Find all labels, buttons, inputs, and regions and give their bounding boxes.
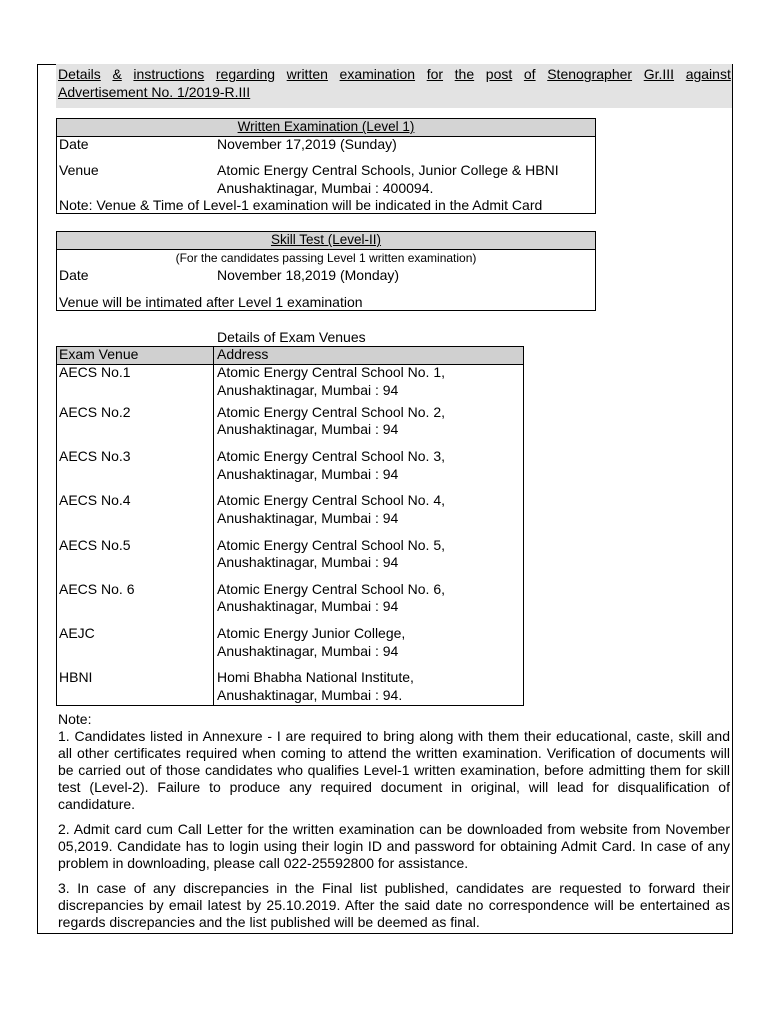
venues-title: Details of Exam Venues: [217, 329, 366, 345]
note-item: 3. In case of any discrepancies in the Final list published, candidates are requested to forward their discrepancies by email latest by 25.10.2019. After the said date no correspondence will be entertained as regards discrepancies and the list published will be deemed as final.: [58, 880, 730, 930]
level1-venue-line1: Atomic Energy Central Schools, Junior College & HBNI: [217, 162, 559, 178]
venue-address-line2: Anushaktinagar, Mumbai : 94: [217, 598, 399, 614]
header-word: against: [685, 66, 731, 82]
venue-address-line2: Anushaktinagar, Mumbai : 94: [217, 382, 399, 398]
venues-col-address: Address: [217, 346, 269, 362]
header-word: written: [286, 66, 328, 82]
level1-date-label: Date: [59, 136, 89, 152]
header-word: Gr.III: [643, 66, 675, 82]
venue-address-line1: Atomic Energy Central School No. 2,: [217, 404, 445, 420]
level2-date-value: November 18,2019 (Monday): [217, 267, 400, 283]
venue-address-line2: Anushaktinagar, Mumbai : 94: [217, 421, 399, 437]
venue-address-line2: Anushaktinagar, Mumbai : 94: [217, 554, 399, 570]
notes-section: [58, 711, 730, 931]
venue-name: AECS No.3: [59, 448, 131, 464]
venues-column-divider: [213, 346, 214, 706]
note-item: 2. Admit card cum Call Letter for the written examination can be downloaded from website from November 05,2019. Candidate has to login using their login ID and password for obtaining Admit Card. In case of any problem in downloading, please call 022-25592800 for assistance.: [58, 821, 730, 871]
level1-note: Note: Venue & Time of Level-1 examination will be indicated in the Admit Card: [59, 197, 543, 213]
level2-date-label: Date: [59, 267, 89, 283]
venue-address-line1: Atomic Energy Central School No. 3,: [217, 448, 445, 464]
level2-title-text: Skill Test (Level-II): [270, 232, 382, 247]
header-word: Details: [58, 66, 101, 82]
level2-title: [57, 232, 595, 250]
header-word: Stenographer: [547, 66, 633, 82]
venue-address-line2: Anushaktinagar, Mumbai : 94: [217, 510, 399, 526]
header-word: examination: [339, 66, 416, 82]
level2-venue-note: Venue will be intimated after Level 1 examination: [59, 294, 363, 310]
level1-venue-label: Venue: [59, 162, 99, 178]
venue-address-line2: Anushaktinagar, Mumbai : 94: [217, 643, 399, 659]
venue-address-line1: Atomic Energy Central School No. 6,: [217, 581, 445, 597]
venue-name: AECS No.1: [59, 364, 131, 380]
level1-title-text: Written Examination (Level 1): [237, 119, 415, 134]
header-word: instructions: [133, 66, 205, 82]
venue-address-line1: Atomic Energy Central School No. 1,: [217, 364, 445, 380]
venue-address-line1: Atomic Energy Junior College,: [217, 625, 406, 641]
venue-address-line2: Anushaktinagar, Mumbai : 94.: [217, 687, 403, 703]
venues-col-venue: Exam Venue: [59, 346, 139, 362]
header-word: for: [426, 66, 444, 82]
venue-address-line1: Atomic Energy Central School No. 5,: [217, 537, 445, 553]
venue-name: AECS No.2: [59, 404, 131, 420]
level1-title: [57, 119, 595, 137]
venue-name: AECS No. 6: [59, 581, 135, 597]
header-line2: Advertisement No. 1/2019-R.III: [58, 84, 251, 100]
venue-name: AECS No.5: [59, 537, 131, 553]
notes-heading: Note:: [58, 711, 92, 727]
header-word: the: [454, 66, 475, 82]
header-line1: [58, 66, 731, 82]
header-word: regarding: [215, 66, 276, 82]
venue-name: AEJC: [59, 625, 95, 641]
header-word: &: [112, 66, 122, 82]
header-word: post: [485, 66, 513, 82]
level2-subtitle: (For the candidates passing Level 1 written examination): [175, 251, 477, 265]
header-word: of: [523, 66, 536, 82]
venue-name: AECS No.4: [59, 492, 131, 508]
level1-date-value: November 17,2019 (Sunday): [217, 136, 397, 152]
venue-address-line2: Anushaktinagar, Mumbai : 94: [217, 466, 399, 482]
note-item: 1. Candidates listed in Annexure - I are required to bring along with them their educational, caste, skill and all other certificates required when coming to attend the written examination. Verification of documents will be carried out of those candidates who qualifies Level-1 written examination, before admitting them for skill test (Level-2). Failure to produce any required document in original, will lead for disqualification of candidature.: [58, 728, 730, 812]
venue-address-line1: Atomic Energy Central School No. 4,: [217, 492, 445, 508]
venue-address-line1: Homi Bhabha National Institute,: [217, 669, 414, 685]
venue-name: HBNI: [59, 669, 93, 685]
level1-venue-line2: Anushaktinagar, Mumbai : 400094.: [217, 180, 434, 196]
